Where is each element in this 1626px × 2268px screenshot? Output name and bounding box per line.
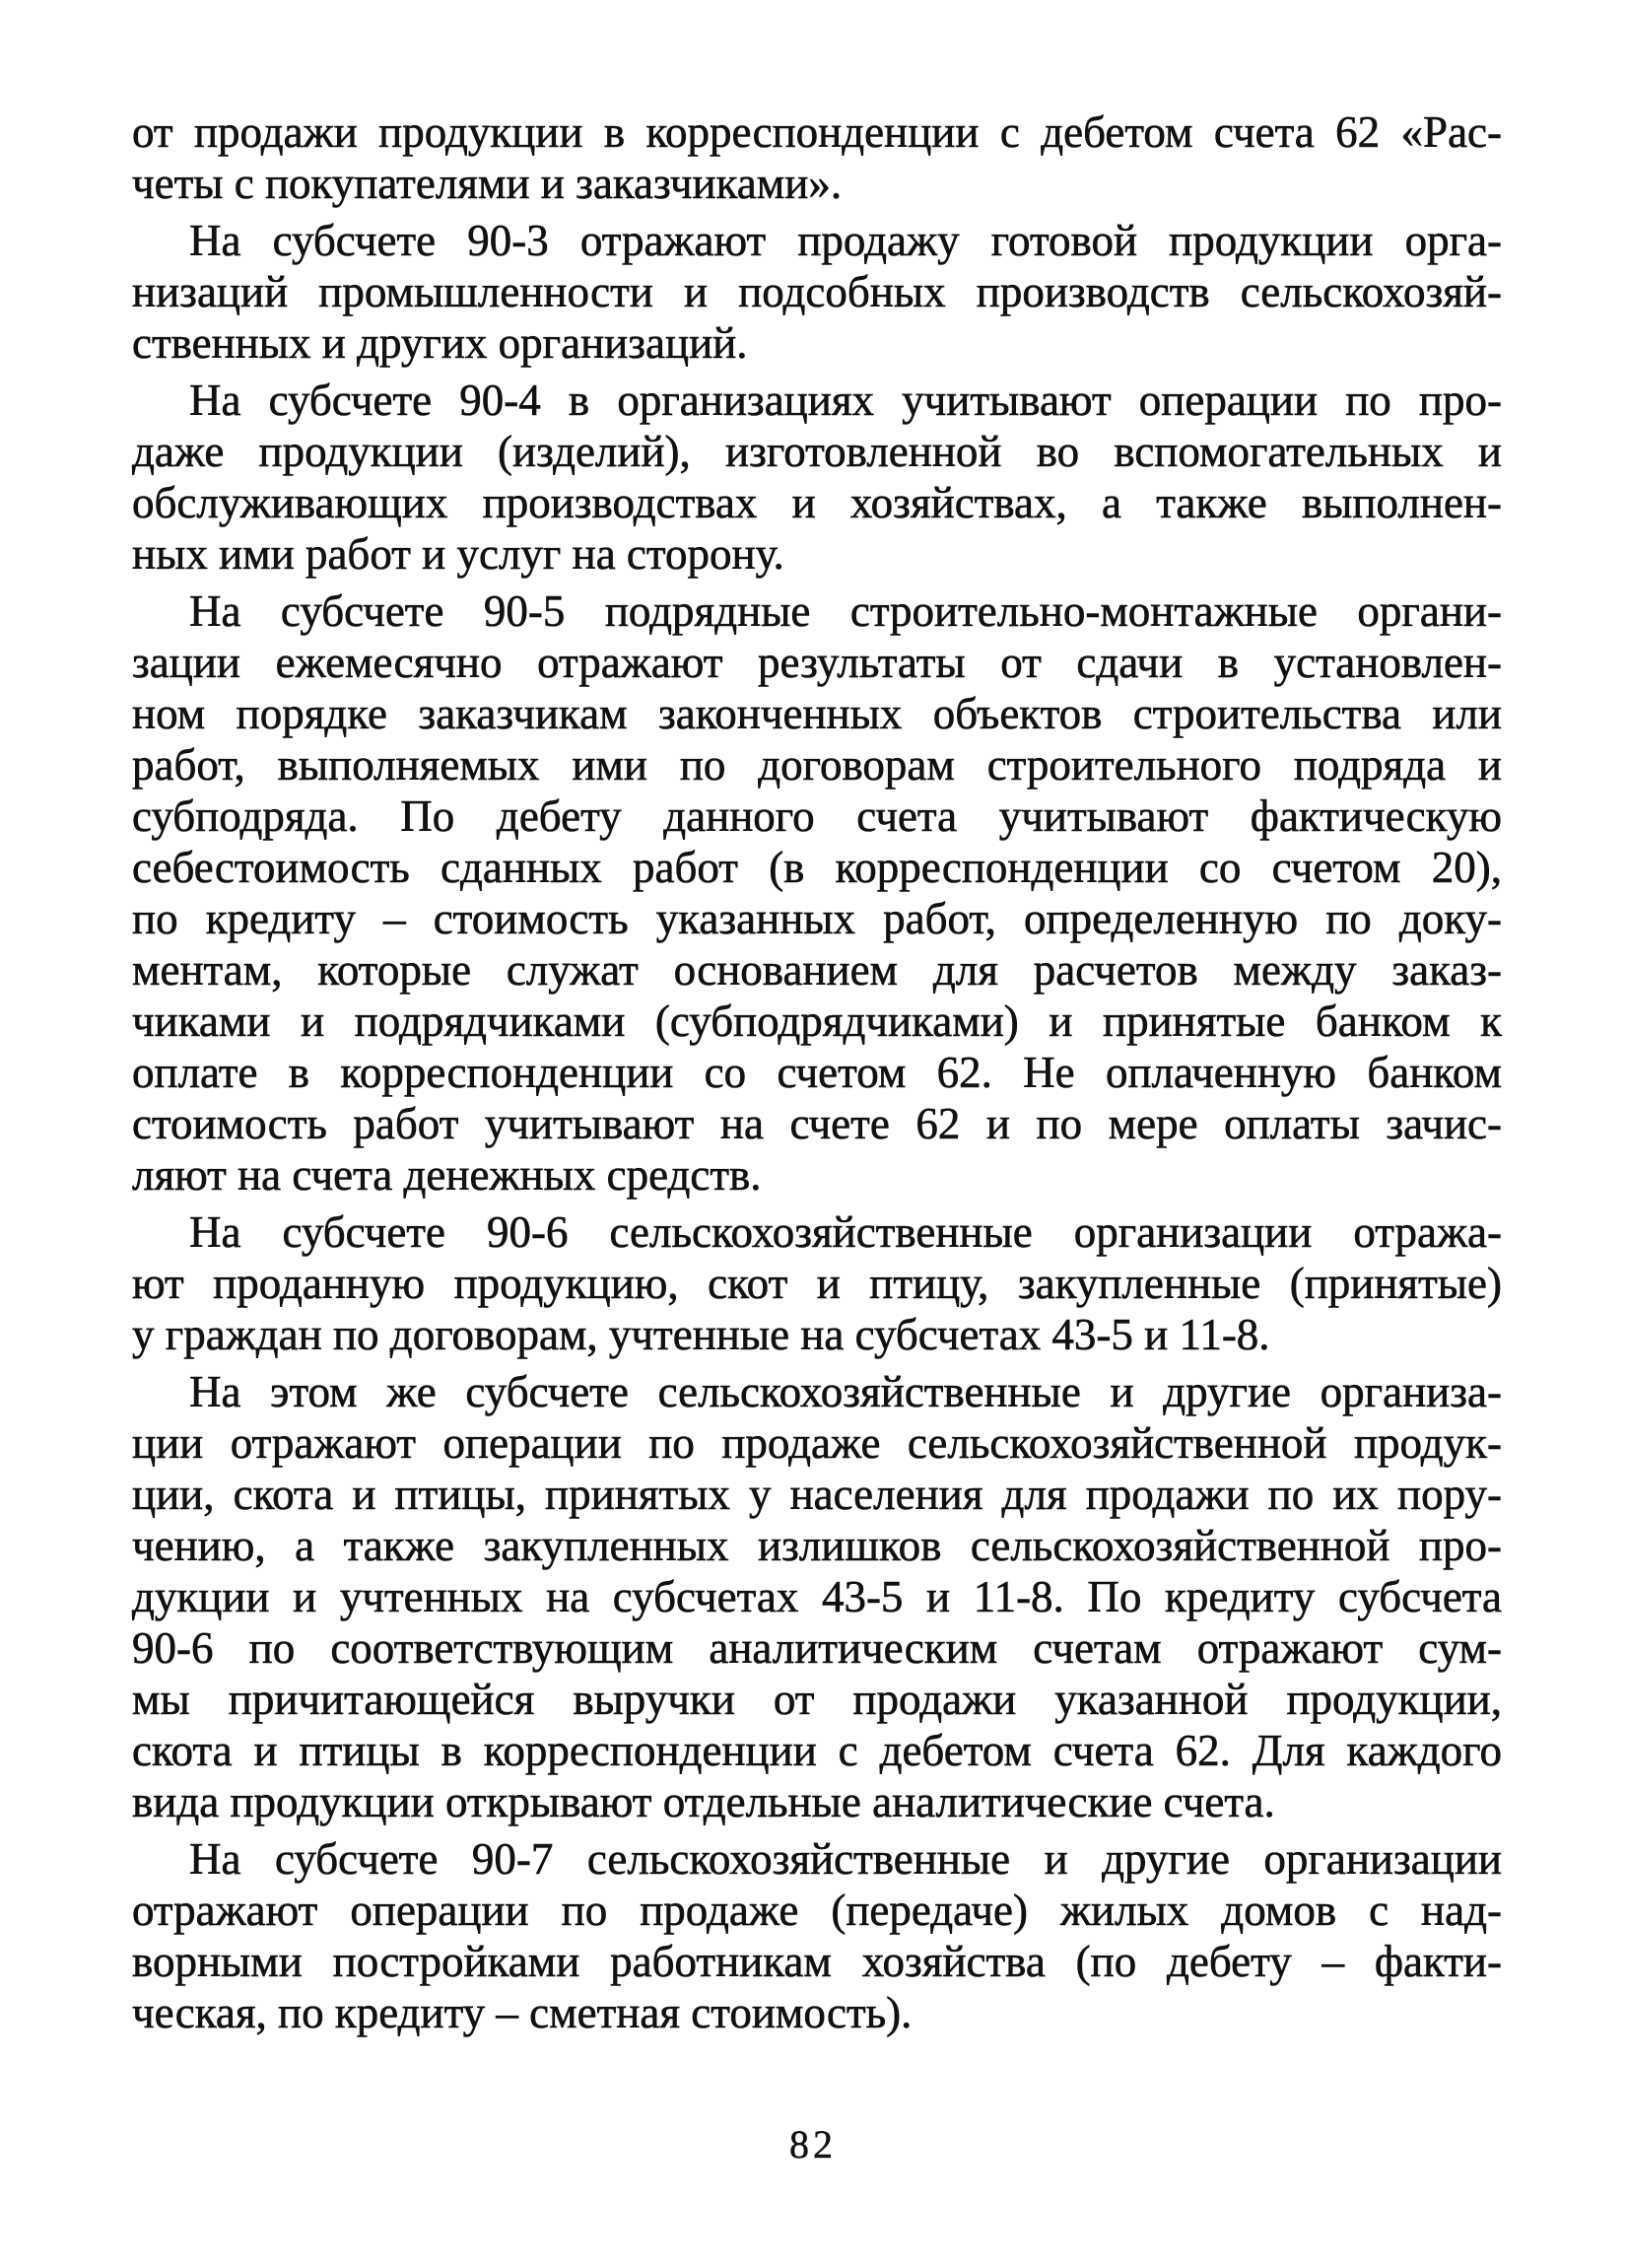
text-line: ственных и других организаций.	[132, 318, 748, 368]
paragraph-subaccount-90-5	[132, 585, 1502, 1201]
text-line: На субсчете 90-4 в организациях учитывают операции по про-	[189, 376, 1502, 425]
text-line: ческая, по кредиту – сметная стоимость).	[132, 1988, 913, 2037]
paragraph-subaccount-90-3	[132, 215, 1502, 369]
paragraph-subaccount-90-4	[132, 375, 1502, 580]
paragraph-subaccount-90-6-continued	[132, 1366, 1502, 1827]
text-line: На субсчете 90-7 сельскохозяйственные и другие организации	[189, 1834, 1502, 1884]
text-line: ции отражают операции по продаже сельскохозяйственной продук-	[132, 1418, 1502, 1468]
text-line: ляют на счета денежных средств.	[132, 1150, 762, 1200]
text-line: ют проданную продукцию, скот и птицу, закупленные (принятые)	[132, 1259, 1502, 1308]
text-line: ции, скота и птицы, принятых у населения для продажи по их пору-	[132, 1470, 1502, 1519]
text-line: низаций промышленности и подсобных производств сельскохозяй-	[132, 267, 1502, 316]
paragraph-continuation	[132, 106, 1502, 209]
text-line: вида продукции открывают отдельные аналитические счета.	[132, 1777, 1275, 1826]
text-line: На субсчете 90-5 подрядные строительно-монтажные органи-	[189, 586, 1502, 636]
text-line: себестоимость сданных работ (в корреспонденции со счетом 20),	[132, 843, 1502, 892]
text-line: отражают операции по продаже (передаче) жилых домов с над-	[132, 1886, 1502, 1935]
text-line: 90-6 по соответствующим аналитическим счетам отражают сум-	[132, 1623, 1502, 1673]
text-line: оплате в корреспонденции со счетом 62. Не оплаченную банком	[132, 1048, 1502, 1097]
paragraph-subaccount-90-7	[132, 1833, 1502, 2038]
text-line: скота и птицы в корреспонденции с дебетом счета 62. Для каждого	[132, 1726, 1502, 1775]
text-line: у граждан по договорам, учтенные на субсчетах 43-5 и 11-8.	[132, 1310, 1270, 1359]
text-line: стоимость работ учитывают на счете 62 и по мере оплаты зачис-	[132, 1099, 1502, 1148]
text-line: зации ежемесячно отражают результаты от сдачи в установлен-	[132, 638, 1502, 687]
text-line: ворными постройками работникам хозяйства (по дебету – факти-	[132, 1937, 1502, 1986]
paragraph-subaccount-90-6	[132, 1206, 1502, 1360]
page-number: 82	[789, 2122, 837, 2166]
text-line: даже продукции (изделий), изготовленной во вспомогательных и	[132, 427, 1502, 476]
page-body	[132, 106, 1502, 2038]
text-line: работ, выполняемых ими по договорам строительного подряда и	[132, 740, 1502, 790]
text-line: На субсчете 90-6 сельскохозяйственные организации отража-	[189, 1207, 1502, 1257]
text-line: На этом же субсчете сельскохозяйственные и другие организа-	[189, 1367, 1502, 1416]
text-line: четы с покупателями и заказчиками».	[132, 159, 843, 208]
text-line: ных ими работ и услуг на сторону.	[132, 529, 784, 579]
text-line: чению, а также закупленных излишков сельскохозяйственной про-	[132, 1521, 1502, 1570]
text-line: чиками и подрядчиками (субподрядчиками) и принятые банком к	[132, 997, 1502, 1046]
text-line: ментам, которые служат основанием для расчетов между заказ-	[132, 945, 1502, 995]
text-line: от продажи продукции в корреспонденции с дебетом счета 62 «Рас-	[132, 107, 1502, 157]
text-line: по кредиту – стоимость указанных работ, определенную по доку-	[132, 894, 1502, 943]
text-line: На субсчете 90-3 отражают продажу готовой продукции орга-	[189, 216, 1502, 265]
text-line: дукции и учтенных на субсчетах 43-5 и 11-8. По кредиту субсчета	[132, 1572, 1502, 1621]
text-line: мы причитающейся выручки от продажи указанной продукции,	[132, 1675, 1502, 1724]
text-line: субподряда. По дебету данного счета учитывают фактическую	[132, 791, 1502, 841]
text-line: ном порядке заказчикам законченных объектов строительства или	[132, 689, 1502, 738]
text-line: обслуживающих производствах и хозяйствах, а также выполнен-	[132, 478, 1502, 527]
